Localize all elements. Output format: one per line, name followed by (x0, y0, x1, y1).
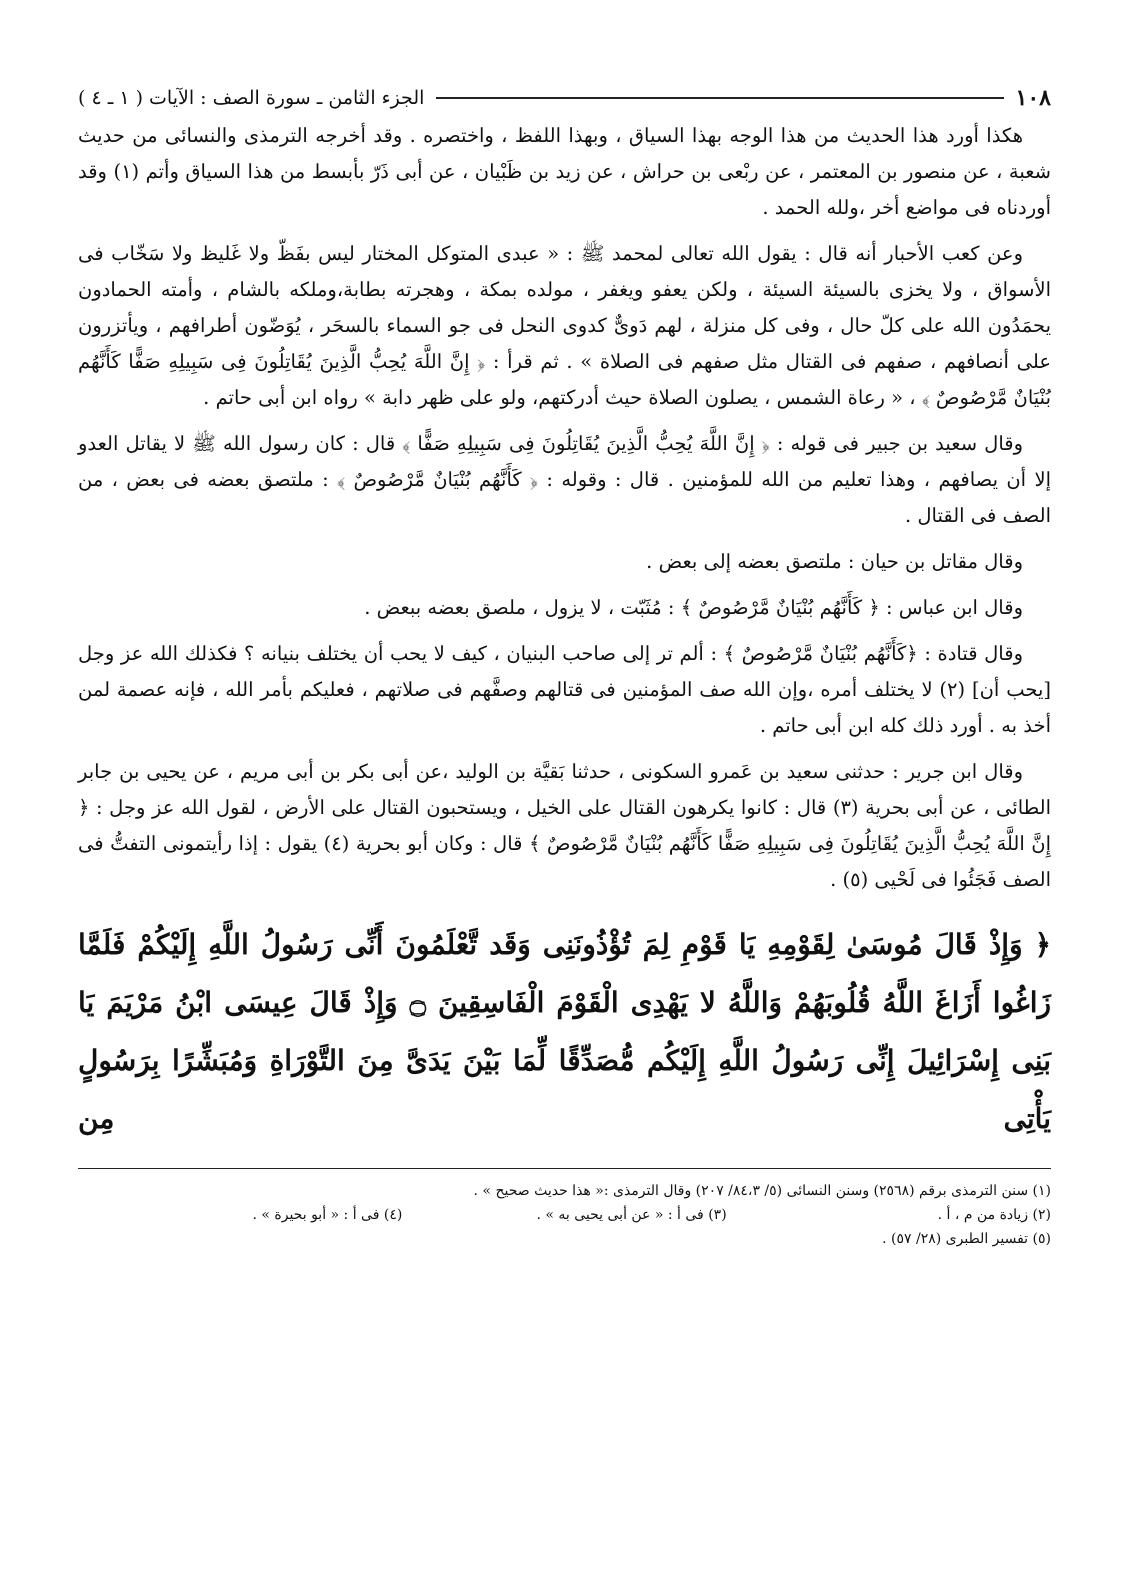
footnote-3: (٣) فى أ : « عن أبى يحيى به » . (536, 1207, 727, 1223)
footnote-row (78, 1203, 1051, 1227)
footnote-1: (١) سنن الترمذى برقم (٢٥٦٨) وسنن النسائى (٥/ ٨٤،٣/ ٢٠٧) وقال الترمذى :« هذا حديث صحيح » . (473, 1183, 1051, 1199)
footnote-2: (٢) زيادة من م ، أ . (937, 1207, 1051, 1223)
paragraph-5: وقال ابن عباس : ﴿ كَأَنَّهُم بُنْيَانٌ مَّرْصُوصٌ ﴾ : مُثَبّت ، لا يزول ، ملصق بعضه ببعض . (364, 596, 1023, 619)
running-header (78, 78, 1051, 118)
footnote-5: (٥) تفسير الطبرى (٢٨/ ٥٧) . (882, 1231, 1051, 1247)
paragraph-2: وعن كعب الأحبار أنه قال : يقول الله تعالى لمحمد ﷺ : « عبدى المتوكل المختار ليس بفَظّ ولا غَليظ ولا سَخّاب فى الأسواق ، ولا يخزى بالسيئة السيئة ، ولكن يعفو ويغفر ، مولده بمكة ، وهجرته بطابة،وملكه بالشام ، وأمته الحمادون يحمَدُون الله على كلّ حال ، وفى كل منزلة ، لهم دَوىٌّ كدوى النحل فى جو السماء بالسحَر ، يُوَضّون أطرافهم ، ويأتزرون على أنصافهم ، صفهم فى القتال مثل صفهم فى الصلاة » . ثم قرأ : ﴿ إِنَّ اللَّهَ يُحِبُّ الَّذِينَ يُقَاتِلُونَ فِى سَبِيلِهِ صَفًّا كَأَنَّهُم بُنْيَانٌ مَّرْصُوصٌ ﴾ ، « رعاة الشمس ، يصلون الصلاة حيث أدركتهم، ولو على ظهر دابة » رواه ابن أبى حاتم . (78, 242, 1051, 409)
footnote-4: (٤) فى أ : « أبو بحيرة » . (252, 1207, 403, 1223)
header-rule (436, 97, 1003, 99)
commentary-text (78, 118, 1051, 898)
paragraph-4: وقال مقاتل بن حيان : ملتصق بعضه إلى بعض . (646, 550, 1023, 573)
header-title: الجزء الثامن ـ سورة الصف : الآيات ( ١ ـ ٤ ) (78, 87, 425, 109)
paragraph-7: وقال ابن جرير : حدثنى سعيد بن عَمرو السكونى ، حدثنا بَقيَّة بن الوليد ،عن أبى بكر بن أبى مريم ، عن يحيى بن جابر الطائى ، عن أبى بحرية (٣) قال : كانوا يكرهون القتال على الخيل ، ويستحبون القتال على الأرض ، لقول الله عز وجل : ﴿ إِنَّ اللَّهَ يُحِبُّ الَّذِينَ يُقَاتِلُونَ فِى سَبِيلِهِ صَفًّا كَأَنَّهُم بُنْيَانٌ مَّرْصُوصٌ ﴾ قال : وكان أبو بحرية (٤) يقول : إذا رأيتمونى التفتُّ فى الصف فَجَئُوا فى لَحْيى (٥) . (78, 760, 1051, 891)
footnotes (78, 1179, 1051, 1251)
footnote-rule (78, 1168, 1051, 1169)
paragraph-3: وقال سعيد بن جبير فى قوله : ﴿ إِنَّ اللَّهَ يُحِبُّ الَّذِينَ يُقَاتِلُونَ فِى سَبِيلِهِ صَفًّا ﴾ قال : كان رسول الله ﷺ لا يقاتل العدو إلا أن يصافهم ، وهذا تعليم من الله للمؤمنين . قال : وقوله : ﴿ كَأَنَّهُم بُنْيَانٌ مَّرْصُوصٌ ﴾ : ملتصق بعضه فى بعض ، من الصف فى القتال . (78, 432, 1051, 527)
quran-verses: ﴿ وَإِذْ قَالَ مُوسَىٰ لِقَوْمِهِ يَا قَوْمِ لِمَ تُؤْذُونَنِى وَقَد تَّعْلَمُونَ أَنِّى رَسُولُ اللَّهِ إِلَيْكُمْ فَلَمَّا زَاغُوا أَزَاغَ اللَّهُ قُلُوبَهُمْ وَاللَّهُ لا يَهْدِى الْقَوْمَ الْفَاسِقِينَ ۝ وَإِذْ قَالَ عِيسَى ابْنُ مَرْيَمَ يَا بَنِى إِسْرَائِيلَ إِنِّى رَسُولُ اللَّهِ إِلَيْكُم مُّصَدِّقًا لِّمَا بَيْنَ يَدَىَّ مِنَ التَّوْرَاةِ وَمُبَشِّرًا بِرَسُولٍ يَأْتِى مِن (78, 928, 1051, 1135)
paragraph-1: هكذا أورد هذا الحديث من هذا الوجه بهذا السياق ، وبهذا اللفظ ، واختصره . وقد أخرجه الترمذى والنسائى من حديث شعبة ، عن منصور بن المعتمر ، عن ربْعى بن حراش ، عن زيد بن ظَبْيان ، عن أبى ذَرّ بأبسط من هذا السياق وأتم (١) وقد أوردناه فى مواضع أخر ،ولله الحمد . (78, 124, 1051, 219)
page-number: ١٠٨ (1015, 85, 1051, 111)
paragraph-6: وقال قتادة : ﴿كَأَنَّهُم بُنْيَانٌ مَّرْصُوصٌ ﴾ : ألم تر إلى صاحب البنيان ، كيف لا يحب أن يختلف بنيانه ؟ فكذلك الله عز وجل [يحب أن] (٢) لا يختلف أمره ،وإن الله صف المؤمنين فى قتالهم وصفَّهم فى صلاتهم ، فعليكم بأمر الله ، فإنه عصمة لمن أخذ به . أورد ذلك كله ابن أبى حاتم . (78, 642, 1051, 737)
